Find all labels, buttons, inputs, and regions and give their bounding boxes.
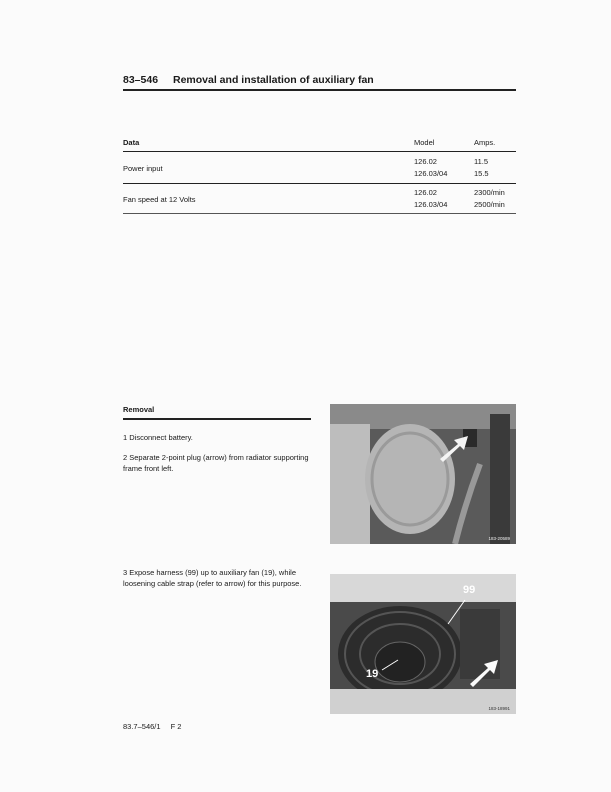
row-value: 2300/min — [474, 188, 505, 197]
col-header-amps: Amps. — [474, 138, 496, 147]
step-1: 1 Disconnect battery. — [123, 433, 193, 442]
row-model: 126.02 — [414, 157, 437, 166]
photo-label: 183-20589 — [488, 536, 510, 541]
row-value: 2500/min — [474, 200, 505, 209]
photo-plug-image — [330, 404, 516, 544]
header-rule — [123, 89, 516, 91]
removal-rule — [123, 418, 311, 420]
step-3: 3 Expose harness (99) up to auxiliary fan (19), while loosening cable strap (refer to arrow) for this purpose. — [123, 568, 302, 588]
row-model: 126.03/04 — [414, 200, 448, 209]
footer-code: 83.7–546/1 — [123, 722, 161, 731]
callout-19: 19 — [366, 668, 379, 680]
row-model: 126.03/04 — [414, 169, 448, 178]
step-2: 2 Separate 2-point plug (arrow) from radiator supporting frame front left. — [123, 453, 309, 473]
row-model: 126.02 — [414, 188, 437, 197]
row-value: 15.5 — [474, 169, 489, 178]
photo-fan-image — [330, 574, 516, 714]
removal-heading: Removal — [123, 405, 155, 414]
col-header-model: Model — [414, 138, 435, 147]
callout-99: 99 — [463, 584, 476, 596]
footer-page: F 2 — [170, 722, 182, 731]
row-value: 11.5 — [474, 157, 489, 166]
col-header-data: Data — [123, 138, 140, 147]
row-label: Power input — [123, 164, 163, 173]
page-footer — [123, 722, 181, 731]
photo-label: 183-18991 — [488, 706, 510, 711]
photo-fan — [330, 574, 516, 714]
row-label: Fan speed at 12 Volts — [123, 195, 196, 204]
photo-plug — [330, 404, 516, 544]
page-header — [123, 74, 374, 86]
section-number: 83–546 — [123, 74, 159, 86]
page-title: Removal and installation of auxiliary fan — [173, 74, 374, 86]
